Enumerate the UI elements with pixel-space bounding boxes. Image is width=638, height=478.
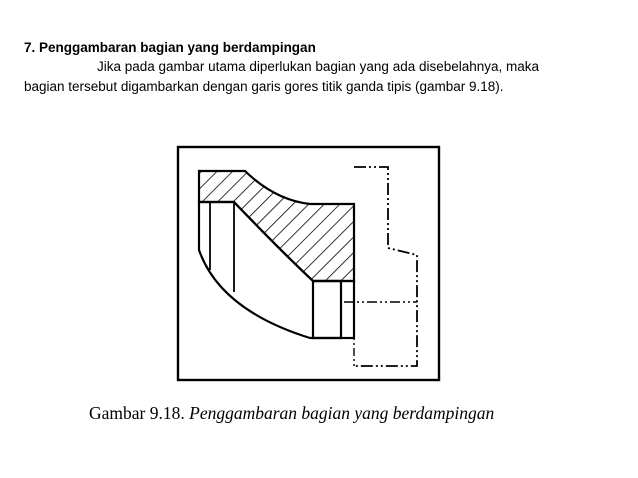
figure-caption bbox=[89, 403, 494, 424]
caption-label: Gambar 9.18. bbox=[89, 403, 185, 423]
hatched-section bbox=[199, 171, 354, 281]
technical-drawing bbox=[170, 140, 450, 390]
paragraph-line-1: Jika pada gambar utama diperlukan bagian yang ada disebelahnya, maka bbox=[97, 59, 540, 74]
lower-boss bbox=[313, 281, 354, 338]
paragraph-line-2: bagian tersebut digambarkan dengan garis gores titik ganda tipis (gambar 9.18). bbox=[24, 79, 504, 94]
section-heading: 7. Penggambaran bagian yang berdampingan bbox=[24, 40, 316, 55]
adjacent-part-phantom bbox=[354, 167, 417, 366]
caption-title: Penggambaran bagian yang berdampingan bbox=[189, 403, 495, 423]
